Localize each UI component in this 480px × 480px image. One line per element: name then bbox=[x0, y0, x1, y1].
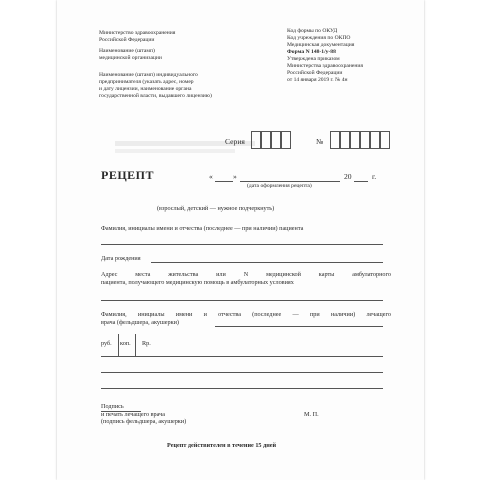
rp-label: Rp. bbox=[142, 340, 151, 347]
address-field[interactable] bbox=[101, 300, 383, 301]
signature-label: Подпись и печать лечащего врача (подпись фельдшера, акушерки) bbox=[101, 403, 187, 425]
okpo-label: Код учреждения по ОКПО bbox=[287, 35, 351, 41]
number-cell-1[interactable] bbox=[330, 131, 340, 149]
rub-label: руб. bbox=[101, 340, 112, 347]
validity-note: Рецепт действителен в течение 15 дней bbox=[167, 442, 277, 449]
series-label: Серия bbox=[225, 137, 245, 146]
number-cell-4[interactable] bbox=[360, 131, 370, 149]
patient-name-label: Фамилия, инициалы имени и отчества (последнее — при наличии) пациента bbox=[101, 225, 304, 232]
patient-name-field[interactable] bbox=[101, 244, 383, 245]
rp-line-1[interactable] bbox=[101, 356, 383, 357]
stamp-label: М. П. bbox=[304, 411, 319, 418]
number-cell-6[interactable] bbox=[380, 131, 390, 149]
signature-field[interactable] bbox=[101, 411, 141, 412]
date-year-prefix: 20 bbox=[344, 172, 352, 181]
doctor-name-field[interactable] bbox=[215, 326, 383, 327]
series-cell-4[interactable] bbox=[281, 131, 291, 149]
doctor-name-label: Фамилия, инициалы имени и отчества (последнее — при наличии) лечащего врача (фельдшера, акушерки) bbox=[101, 311, 391, 326]
date-caption: (дата оформления рецепта) bbox=[247, 183, 312, 189]
date-quote-open: « bbox=[209, 172, 213, 181]
birth-date-label: Дата рождения bbox=[101, 255, 141, 262]
patient-type-label: (взрослый, детский — нужное подчеркнуть) bbox=[157, 205, 275, 212]
date-year-suffix: г. bbox=[372, 172, 377, 181]
okud-label: Код формы по ОКУД bbox=[287, 28, 338, 34]
prescription-form bbox=[57, 0, 424, 480]
ministry-header: Министерство здравоохранения Российской Федерации bbox=[99, 30, 176, 43]
date-day-field[interactable] bbox=[215, 181, 233, 182]
number-cell-3[interactable] bbox=[350, 131, 360, 149]
org-stamp-label: Наименование (штамп) медицинской организации bbox=[99, 48, 162, 61]
series-cell-1[interactable] bbox=[251, 131, 261, 149]
form-code-header: Код формы по ОКУД Код учреждения по ОКПО Медицинская документация Форма N 148-1/у-88 Утверждена приказом Министерства здравоохранения Российской Федерации от 14 января 2019 г. № 4н bbox=[287, 28, 417, 84]
date-month-field[interactable] bbox=[240, 181, 340, 182]
date-quote-close: » bbox=[233, 172, 237, 181]
series-cell-3[interactable] bbox=[271, 131, 281, 149]
birth-date-field[interactable] bbox=[151, 262, 383, 263]
series-cell-2[interactable] bbox=[261, 131, 271, 149]
number-cell-5[interactable] bbox=[370, 131, 380, 149]
date-year-field[interactable] bbox=[354, 181, 368, 182]
number-label: № bbox=[316, 137, 324, 146]
recipe-title: РЕЦЕПТ bbox=[101, 168, 155, 182]
rub-separator bbox=[118, 334, 119, 356]
address-label: Адрес места жительства или N медицинской карты амбулаторного пациента, получающего медицинскую помощь в амбулаторных условиях bbox=[101, 271, 391, 286]
rp-line-3[interactable] bbox=[101, 388, 383, 389]
entrepreneur-stamp-label: Наименование (штамп) индивидуального предпринимателя (указать адрес, номер и дату лицензии, наименование органа государственной власти, выдавшего лицензию) bbox=[99, 72, 212, 99]
form-number: Форма N 148-1/у-88 bbox=[287, 49, 336, 55]
kop-label: коп. bbox=[120, 340, 131, 347]
kop-separator bbox=[135, 334, 136, 356]
number-cell-2[interactable] bbox=[340, 131, 350, 149]
rp-line-2[interactable] bbox=[101, 372, 383, 373]
